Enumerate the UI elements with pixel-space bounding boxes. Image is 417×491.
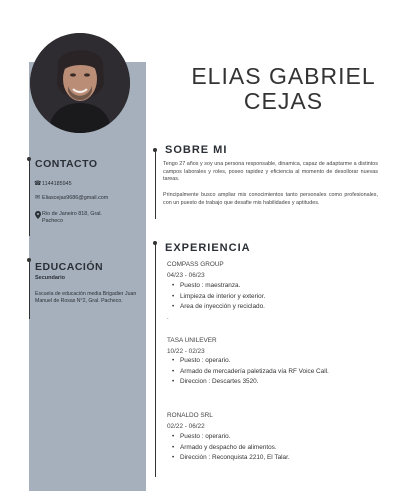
experiencia-timeline-dot bbox=[153, 241, 157, 245]
job-dates: 10/22 - 02/23 bbox=[167, 348, 205, 355]
sobre-mi-paragraph-2: Principalmente busco ampliar mis conocimientos tanto personales como profesionales, con un puesto de trabajo que desafie mis habilidades y aptitudes. bbox=[163, 192, 378, 206]
education-level: Secundario bbox=[35, 275, 65, 281]
educacion-heading: EDUCACIÓN bbox=[35, 261, 104, 273]
job-dates: 04/23 - 06/23 bbox=[167, 272, 205, 279]
job-company: RONALDO SRL bbox=[167, 412, 213, 419]
list-item: • Direccion : Descartes 3520. bbox=[172, 377, 329, 388]
education-school: Escuela de educación media Brigadier Juan Manuel de Rosas N°2, Gral. Pacheco. bbox=[35, 291, 137, 305]
educacion-timeline-dot bbox=[27, 258, 31, 262]
sobre-mi-timeline-line bbox=[155, 149, 156, 219]
sobre-mi-heading: SOBRE MI bbox=[165, 144, 228, 156]
list-item: • Area de inyección y reciclado. bbox=[172, 302, 265, 313]
job-dates: 02/22 - 06/22 bbox=[167, 423, 205, 430]
contact-email: Eliascejas9686@gmail.com bbox=[42, 195, 109, 201]
name-line-2: CEJAS bbox=[243, 88, 324, 114]
list-item: • Puesto : maestranza. bbox=[172, 281, 265, 292]
stray-mark: . bbox=[167, 315, 169, 321]
name-line-1: ELIAS GABRIEL bbox=[191, 63, 376, 89]
profile-photo bbox=[30, 33, 130, 133]
experiencia-heading: EXPERIENCIA bbox=[165, 242, 251, 254]
experiencia-timeline-line bbox=[155, 242, 156, 477]
job-duties-list bbox=[172, 432, 290, 464]
job-company: TASA UNILEVER bbox=[167, 337, 217, 344]
list-item: • Puesto : operario. bbox=[172, 432, 290, 443]
list-item: • Dirección : Reconquista 2210, El Talar. bbox=[172, 453, 290, 464]
list-item: • Puesto : operario. bbox=[172, 356, 329, 367]
list-item: • Armado de mercadería paletizada vía RF Voice Call. bbox=[172, 367, 329, 378]
contacto-timeline-dot bbox=[27, 157, 31, 161]
list-item: • Limpieza de interior y exterior. bbox=[172, 292, 265, 303]
sobre-mi-timeline-dot bbox=[153, 148, 157, 152]
job-duties-list bbox=[172, 356, 329, 388]
location-pin-icon bbox=[34, 211, 41, 222]
profile-photo-image bbox=[30, 33, 130, 133]
list-item: • Armado y despacho de alimentos. bbox=[172, 443, 290, 454]
contacto-heading: CONTACTO bbox=[35, 158, 98, 170]
contacto-timeline-line bbox=[29, 158, 30, 236]
sobre-mi-paragraph-1: Tengo 27 años y soy una persona responsable, dinamica, capaz de adaptarme a distintos campos laborales y roles, poseo rapidez y eficiencia al momento de desollorar nuevas tareas. bbox=[163, 161, 378, 183]
phone-icon: ☎ bbox=[34, 181, 42, 187]
job-company: COMPASS GROUP bbox=[167, 261, 224, 268]
educacion-timeline-line bbox=[29, 259, 30, 319]
job-duties-list bbox=[172, 281, 265, 313]
contact-phone: 1144185945 bbox=[42, 181, 72, 187]
envelope-icon: ✉ bbox=[34, 195, 41, 201]
contact-address: Rio de Janeiro 818, Gral. Pacheco bbox=[42, 211, 102, 224]
